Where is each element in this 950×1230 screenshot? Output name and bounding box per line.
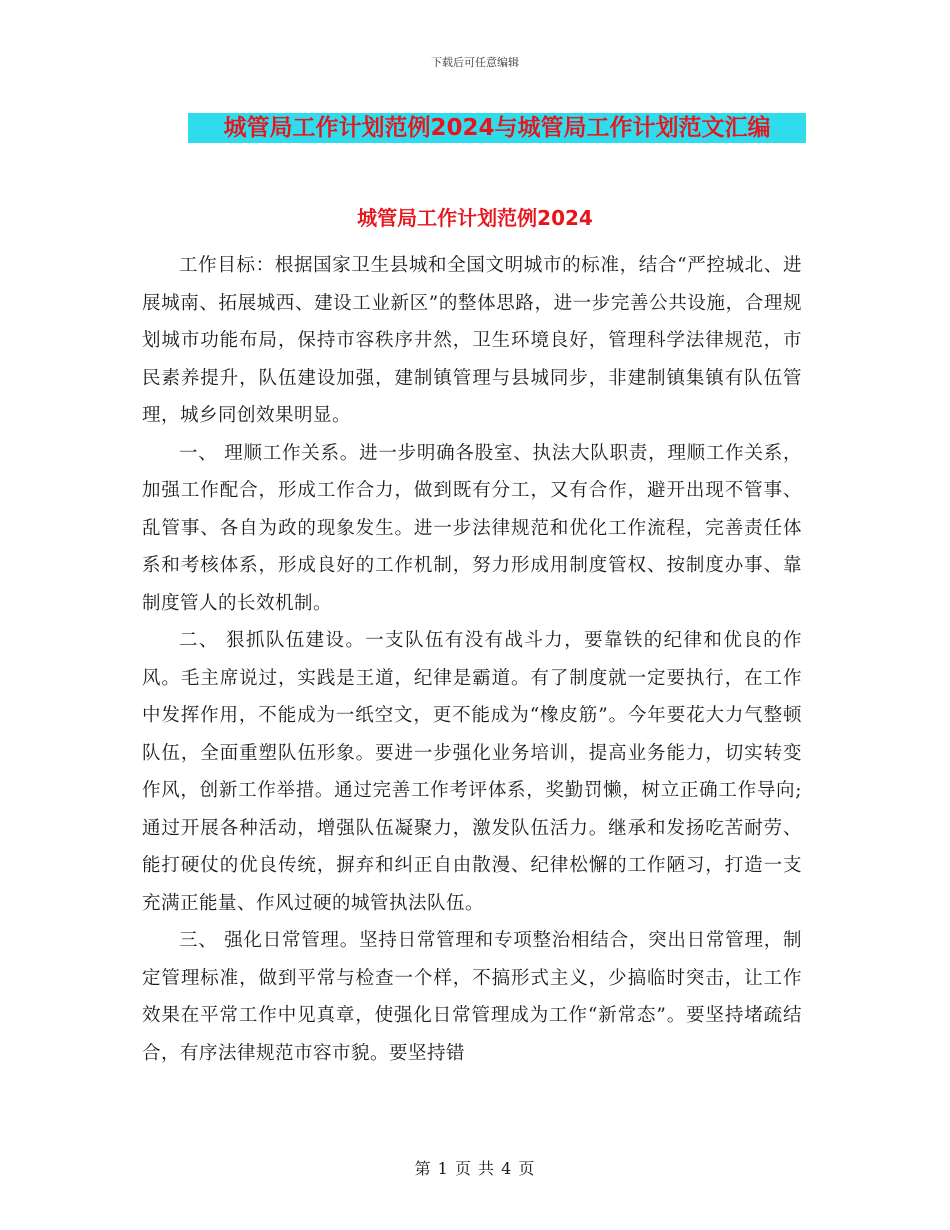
paragraph-section-3: 三、 强化日常管理。坚持日常管理和专项整治相结合，突出日常管理，制定管理标准，做到平常与检查一个样，不搞形式主义，少搞临时突击，让工作效果在平常工作中见真章，使强化日常管理成为工作“新常态”。要坚持堵疏结合，有序法律规范市容市貌。要坚持错	[142, 930, 802, 1064]
document-title: 城管局工作计划范例2024与城管局工作计划范文汇编	[188, 113, 806, 143]
paragraph-section-2: 二、 狠抓队伍建设。一支队伍有没有战斗力，要靠铁的纪律和优良的作风。毛主席说过，实践是王道，纪律是霸道。有了制度就一定要执行，在工作中发挥作用，不能成为一纸空文，更不能成为“橡皮筋”。今年要花大力气整顿队伍，全面重塑队伍形象。要进一步强化业务培训，提高业务能力，切实转变作风，创新工作举措。通过完善工作考评体系，奖勤罚懒，树立正确工作导向;通过开展各种活动，增强队伍凝聚力，激发队伍活力。继承和发扬吃苦耐劳、能打硬仗的优良传统，摒弃和纠正自由散漫、纪律松懈的工作陋习，打造一支充满正能量、作风过硬的城管执法队伍。	[142, 630, 802, 914]
paragraph-section-1: 一、 理顺工作关系。进一步明确各股室、执法大队职责，理顺工作关系，加强工作配合，形成工作合力，做到既有分工，又有合作，避开出现不管事、乱管事、各自为政的现象发生。进一步法律规范和优化工作流程，完善责任体系和考核体系，形成良好的工作机制，努力形成用制度管权、按制度办事、靠制度管人的长效机制。	[142, 442, 802, 614]
header-note: 下载后可任意编辑	[431, 56, 519, 69]
section-title: 城管局工作计划范例2024	[357, 206, 593, 230]
page-number: 第 1 页 共 4 页	[414, 1159, 536, 1178]
document-body	[142, 247, 802, 1072]
paragraph-work-goal: 工作目标：根据国家卫生县城和全国文明城市的标准，结合“严控城北、进展城南、拓展城西、建设工业新区”的整体思路，进一步完善公共设施，合理规划城市功能布局，保持市容秩序井然，卫生环境良好，管理科学法律规范，市民素养提升，队伍建设加强，建制镇管理与县城同步，非建制镇集镇有队伍管理，城乡同创效果明显。	[142, 255, 802, 426]
